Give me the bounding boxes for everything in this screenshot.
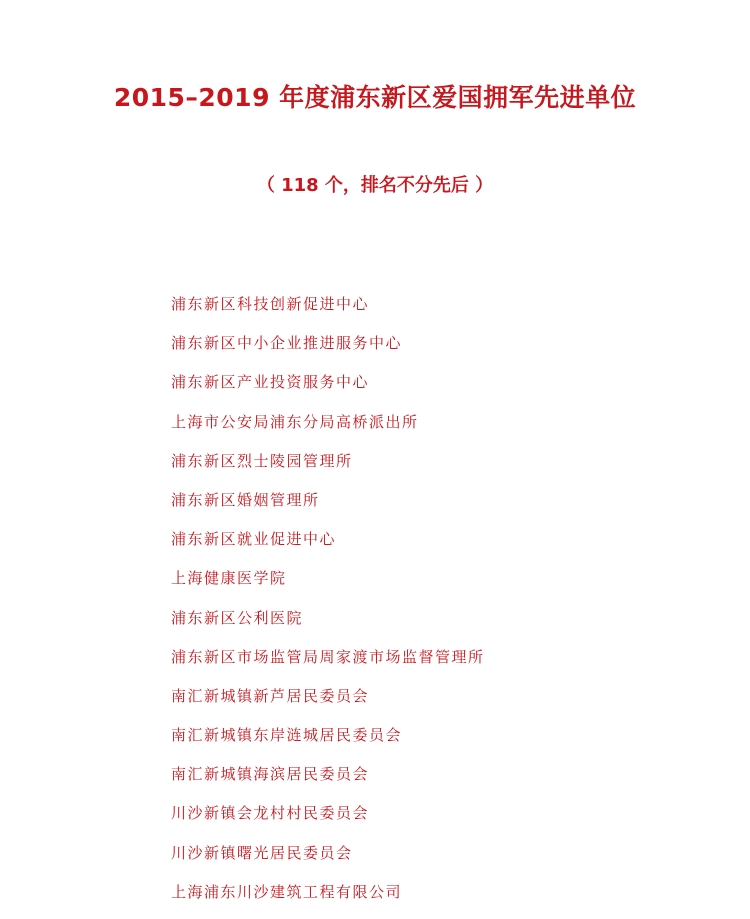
list-item: 上海健康医学院 — [171, 569, 287, 588]
page-title: 2015–2019 年度浦东新区爱国拥军先进单位 — [113, 83, 637, 112]
list-item: 上海市公安局浦东分局高桥派出所 — [171, 412, 419, 431]
list-item: 南汇新城镇新芦居民委员会 — [171, 686, 370, 705]
page-subtitle: （ 118 个，排名不分先后 ） — [256, 175, 494, 196]
list-item: 浦东新区市场监管局周家渡市场监督管理所 — [171, 647, 485, 666]
list-item: 浦东新区中小企业推进服务中心 — [171, 334, 403, 353]
list-item: 浦东新区就业促进中心 — [171, 530, 337, 549]
list-item: 川沙新镇会龙村村民委员会 — [171, 804, 370, 823]
list-item: 浦东新区产业投资服务中心 — [171, 373, 370, 392]
list-item: 浦东新区公利医院 — [171, 608, 304, 627]
list-item: 浦东新区婚姻管理所 — [171, 490, 320, 509]
list-item: 南汇新城镇海滨居民委员会 — [171, 765, 370, 784]
list-item: 浦东新区烈士陵园管理所 — [171, 451, 353, 470]
list-item: 川沙新镇曙光居民委员会 — [171, 843, 353, 862]
unit-list — [171, 292, 485, 919]
list-item: 上海浦东川沙建筑工程有限公司 — [171, 882, 403, 901]
list-item: 南汇新城镇东岸涟城居民委员会 — [171, 726, 403, 745]
list-item: 浦东新区科技创新促进中心 — [171, 295, 370, 313]
